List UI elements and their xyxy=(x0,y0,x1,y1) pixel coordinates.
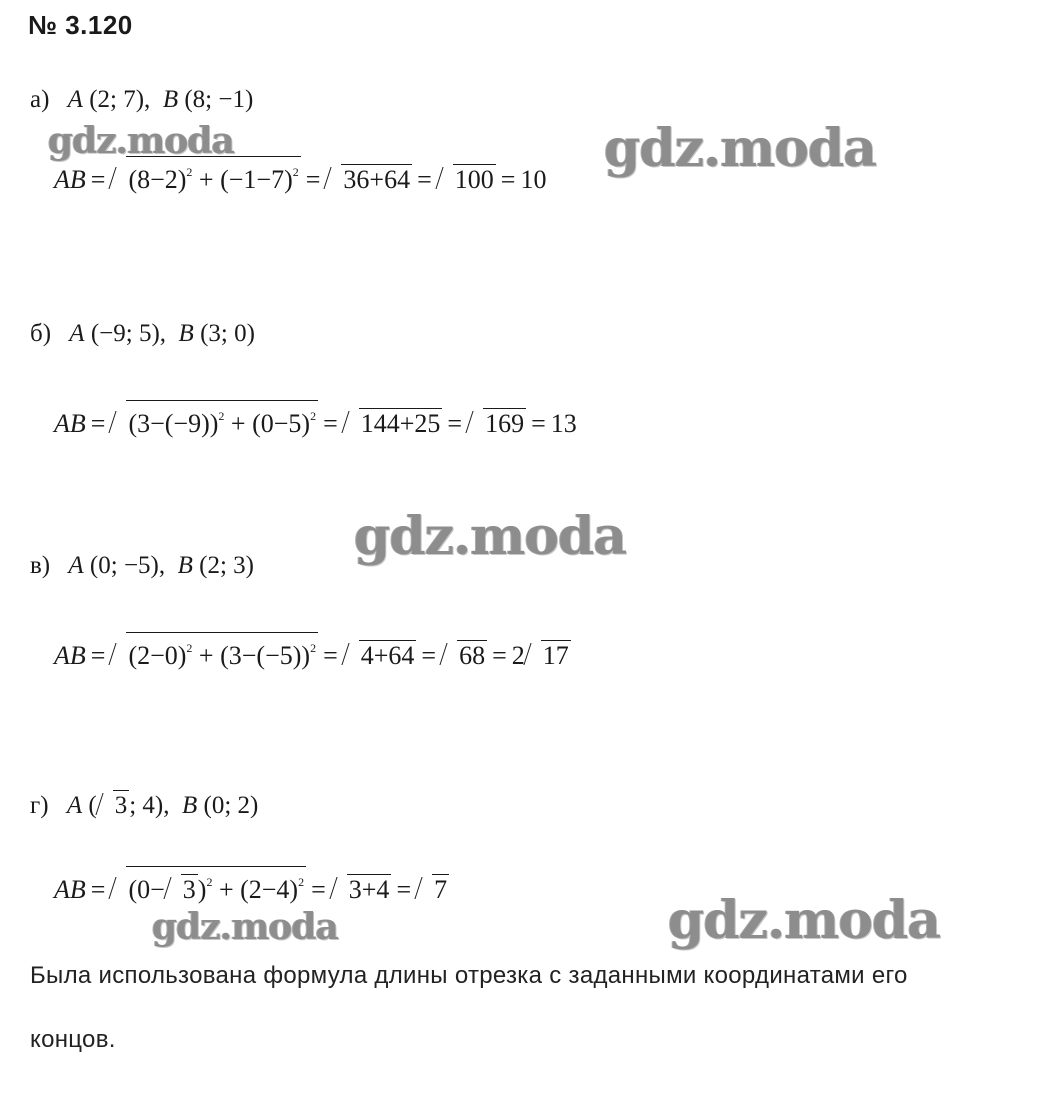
sqrt-sign: 36+64 xyxy=(327,164,412,195)
point-a-coords: (2; 7), xyxy=(89,86,151,113)
watermark: gdz.moda xyxy=(48,120,234,162)
formula-result: 13 xyxy=(550,409,577,438)
point-b-label: B xyxy=(162,86,179,113)
part-b-marker: б) xyxy=(30,320,52,347)
sqrt-sign: 3 xyxy=(99,790,130,821)
point-b-coords: (2; 3) xyxy=(199,552,255,579)
point-a-coords: (0; −5), xyxy=(89,552,166,579)
point-b-label: B xyxy=(178,320,194,347)
formula-lhs: AB xyxy=(54,875,86,904)
formula-lhs: AB xyxy=(54,165,86,194)
sqrt-sign: 3+4 xyxy=(333,874,392,905)
sqrt-sign: 17 xyxy=(527,640,571,671)
formula-lhs: AB xyxy=(54,641,86,670)
sqrt-sign: $(2-0)^2 + (3-(-5))^2$ xyxy=(112,632,318,671)
explanation-line-2: концов. xyxy=(30,1026,116,1053)
part-d-points: г) A ( 3 ; 4), B (0; 2) xyxy=(30,792,259,819)
part-b-formula: AB = $(3-(-9))^2 + (0-5)^2$ = 144+25 = 169 = 13 xyxy=(54,400,577,439)
sqrt-sign: 68 xyxy=(443,640,487,671)
part-c-points xyxy=(30,552,254,580)
point-b-coords: (8; −1) xyxy=(184,86,254,113)
watermark: gdz.moda xyxy=(668,890,941,951)
sqrt-sign: $(3-(-9))^2 + (0-5)^2$ xyxy=(112,400,318,439)
point-b-coords: (3; 0) xyxy=(200,320,255,347)
sqrt-sign: 100 xyxy=(439,164,496,195)
point-a-label: A xyxy=(68,552,84,579)
sqrt-sign: 4+64 xyxy=(345,640,417,671)
part-c-marker: в) xyxy=(30,552,51,579)
sqrt-sign: $(0- 3)^2 + (2-4)^2$ xyxy=(112,866,306,905)
sqrt-sign: 144+25 xyxy=(345,408,443,439)
point-b-coords: (0; 2) xyxy=(203,792,259,819)
watermark: gdz.moda xyxy=(604,118,877,179)
part-a-marker: а) xyxy=(30,86,50,113)
sqrt-sign: 7 xyxy=(418,874,449,905)
point-a-coords: (−9; 5), xyxy=(90,320,167,347)
watermark: gdz.moda xyxy=(354,506,627,567)
part-a-points xyxy=(30,86,253,114)
watermark: gdz.moda xyxy=(152,906,338,948)
formula-result: 10 xyxy=(520,165,547,194)
part-a-formula: AB = $(8-2)^2 + (-1-7)^2$ = 36+64 = 100 = 10 xyxy=(54,156,546,195)
part-b-points xyxy=(30,320,255,348)
point-b-label: B xyxy=(177,552,193,579)
formula-result-coef: 2 xyxy=(511,641,525,670)
point-a-label: A xyxy=(69,320,85,347)
sqrt-sign: 169 xyxy=(469,408,526,439)
part-d-marker: г) xyxy=(30,792,49,819)
sqrt-sign: 3 xyxy=(167,874,198,905)
point-b-label: B xyxy=(181,792,198,819)
problem-number: № 3.120 xyxy=(28,10,133,40)
point-a-label: A xyxy=(66,792,83,819)
part-d-formula: AB = $(0- 3)^2 + (2-4)^2$ = 3+4 = 7 xyxy=(54,866,449,905)
formula-lhs: AB xyxy=(54,409,86,438)
point-a-label: A xyxy=(67,86,83,113)
part-c-formula: AB = $(2-0)^2 + (3-(-5))^2$ = 4+64 = 68 = 2 17 xyxy=(54,632,571,671)
explanation-line-1: Была использована формула длины отрезка с заданными координатами его xyxy=(30,962,908,989)
sqrt-sign: $(8-2)^2 + (-1-7)^2$ xyxy=(112,156,300,195)
